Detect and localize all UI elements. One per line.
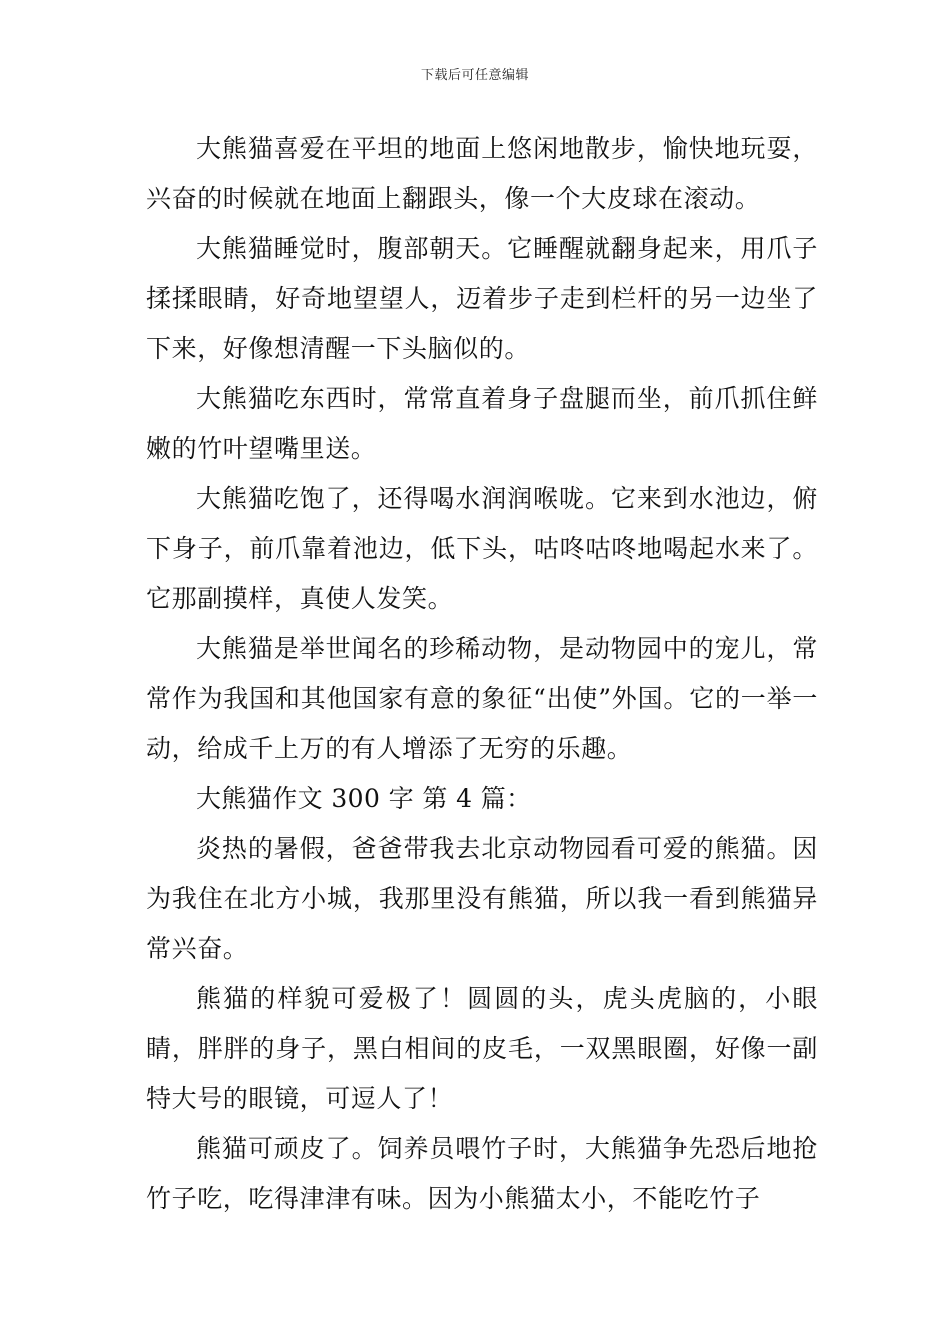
- paragraph: 大熊猫是举世闻名的珍稀动物，是动物园中的宠儿，常常作为我国和其他国家有意的象征“出使”外国。它的一举一动，给成千上万的有人增添了无穷的乐趣。: [146, 634, 818, 763]
- document-body: [146, 124, 818, 1224]
- paragraph: 大熊猫喜爱在平坦的地面上悠闲地散步，愉快地玩耍，兴奋的时候就在地面上翻跟头，像一个大皮球在滚动。: [146, 134, 818, 213]
- paragraph: 熊猫可顽皮了。饲养员喂竹子时，大熊猫争先恐后地抢竹子吃，吃得津津有味。因为小熊猫太小，不能吃竹子: [146, 1134, 818, 1213]
- paragraph: 大熊猫吃东西时，常常直着身子盘腿而坐，前爪抓住鲜嫩的竹叶望嘴里送。: [146, 384, 818, 463]
- paragraph: 大熊猫睡觉时，腹部朝天。它睡醒就翻身起来，用爪子揉揉眼睛，好奇地望望人，迈着步子走到栏杆的另一边坐了下来，好像想清醒一下头脑似的。: [146, 234, 818, 363]
- paragraph: 熊猫的样貌可爱极了！圆圆的头，虎头虎脑的，小眼睛，胖胖的身子，黑白相间的皮毛，一双黑眼圈，好像一副特大号的眼镜，可逗人了！: [146, 984, 818, 1113]
- page-header: 下载后可任意编辑: [420, 68, 529, 83]
- paragraph: 炎热的暑假，爸爸带我去北京动物园看可爱的熊猫。因为我住在北方小城，我那里没有熊猫，所以我一看到熊猫异常兴奋。: [146, 834, 818, 963]
- section-heading: 大熊猫作文 300 字 第 4 篇：: [196, 784, 532, 813]
- paragraph: 大熊猫吃饱了，还得喝水润润喉咙。它来到水池边，俯下身子，前爪靠着池边，低下头，咕咚咕咚地喝起水来了。它那副摸样，真使人发笑。: [146, 484, 818, 613]
